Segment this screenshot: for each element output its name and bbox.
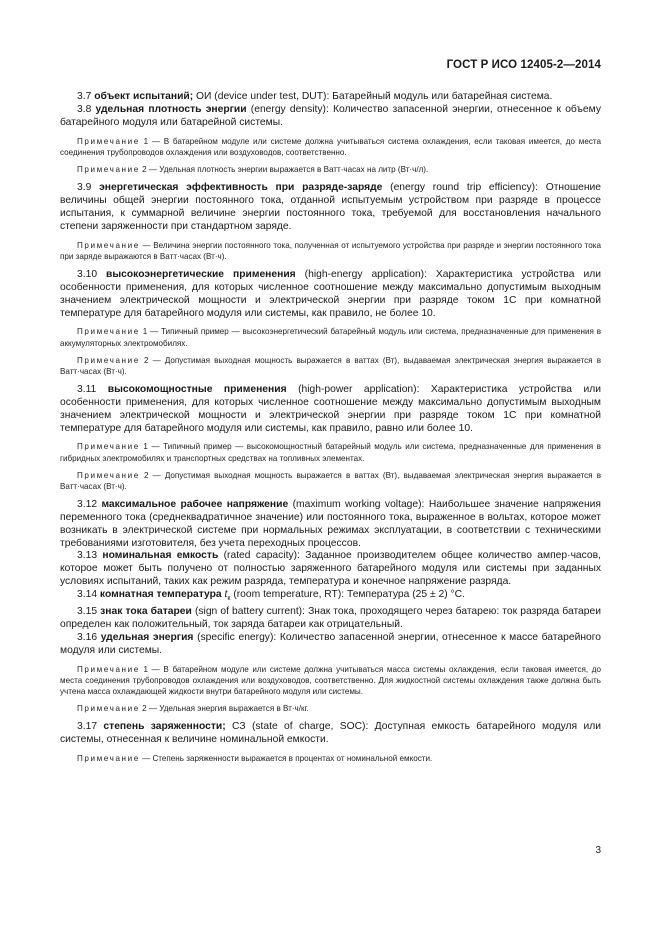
note [60, 326, 601, 348]
term: удельная плотность энергии [95, 103, 247, 115]
section-3-17 [60, 721, 601, 747]
note-text: 1 — Типичный пример — высокоэнергетический батарейный модуль или система, предназначенные для применения в аккумуляторных электромобилях. [60, 327, 601, 348]
note-label: Примечание [77, 164, 140, 174]
note-label: Примечание [77, 442, 140, 452]
note [60, 753, 601, 764]
note-text: 1 — Типичный пример — высокомощностный батарейный модуль или система, предназначенные для применения в гибридных электромобилях и транспортных средствах на топливных элементах. [60, 442, 601, 463]
section-3-10 [60, 269, 601, 321]
definition: (room temperature, RT): Температура (25 ± 2) °С. [230, 589, 465, 601]
section-3-16 [60, 632, 601, 658]
section-3-15 [60, 606, 601, 632]
note-label: Примечание [77, 704, 140, 714]
definition: (energy density): Количество запасенной энергии, отнесенное к объему батарейного модуля или батарейной системы. [60, 103, 601, 128]
definition: (specific energy): Количество запасенной энергии, отнесенное к массе батарейного модуля или системы. [60, 631, 601, 656]
symbol-subscript: к [227, 595, 231, 603]
term: степень заряженности; [103, 721, 226, 733]
section-3-8 [60, 104, 601, 130]
definition: (high-power application): Характеристика устройства или особенности применения, для которых численное соотношение между максимально допустимым выходным значением электрической мощности и электрической энергии при разряде током 1С при комнатной температуре для батарейного модуля или системы, как правило, равно или более 10. [60, 383, 601, 434]
term: объект испытаний; [94, 91, 194, 102]
section-number: 3.13 [77, 550, 98, 562]
definition: СЗ (state of charge, SOC): Доступная емкость батарейного модуля или системы, отнесенная к величине номинальной емкости. [60, 721, 601, 746]
note-text: 2 — Допустимая выходная мощность выражается в ваттах (Вт), выдаваемая электрическая энергия выражается в Ватт·часах (Вт·ч). [60, 355, 601, 376]
section-number: 3.7 [77, 91, 92, 102]
note-label: Примечание [77, 327, 140, 337]
section-number: 3.10 [77, 268, 98, 280]
section-3-13 [60, 550, 601, 589]
note [60, 164, 601, 175]
note-label: Примечание [77, 753, 140, 763]
section-number: 3.8 [77, 103, 92, 115]
term: высокомощностные применения [107, 383, 287, 395]
section-number: 3.16 [77, 631, 98, 643]
note [60, 441, 601, 463]
symbol: t [224, 589, 228, 601]
note-label: Примечание [77, 240, 140, 250]
note [60, 355, 601, 377]
section-number: 3.12 [77, 498, 98, 510]
term: номинальная емкость [102, 550, 219, 562]
term: комнатная температура [99, 589, 222, 601]
note [60, 470, 601, 492]
section-3-7 [60, 91, 601, 104]
definition: (sign of battery current): Знак тока, проходящего через батарею: ток разряда батареи определен как положительный, ток заряда батареи как отрицательный. [60, 606, 601, 631]
section-3-14 [60, 589, 601, 606]
note [60, 703, 601, 714]
section-3-9 [60, 182, 601, 234]
term: высокоэнергетические применения [106, 268, 296, 280]
note-text: 2 — Удельная плотность энергии выражается в Ватт·часах на литр (Вт·ч/л). [139, 164, 429, 174]
definition: (rated capacity): Заданное производителем общее количество ампер·часов, которое может быть получено от полностью заряженного батарейного модуля или системы при заданных условиях испытаний, таких как режим разряда, температура и конечное напряжение разряда. [60, 550, 601, 588]
note-label: Примечание [77, 470, 140, 480]
section-3-12 [60, 499, 601, 551]
note-text: 1 — В батарейном модуле или системе должна учитываться масса системы охлаждения, если таковая имеется, до места соединения трубопроводов охлаждения или воздуховодов, соответственно. Для жидкостной системы охлаждения также должна быть учтена масса охлаждающей жидкости внутри батарейного модуля или системы. [60, 664, 601, 696]
note-text: 2 — Допустимая выходная мощность выражается в ваттах (Вт), выдаваемая электрическая энергия выражается в Ватт·часах (Вт·ч). [60, 470, 601, 491]
section-3-11 [60, 384, 601, 436]
note [60, 136, 601, 158]
definition: (energy round trip efficiency): Отношение величины общей энергии постоянного тока, отданной испытуемым устройством при разряде в процессе испытания, к суммарной величине энергии постоянного тока, требуемой для восстановления начального степени заряженности при стандартном заряде. [60, 182, 601, 232]
section-number: 3.11 [77, 383, 97, 395]
definition: (maximum working voltage): Наибольшее значение напряжения переменного тока (среднеквадратичное значение) или постоянного тока, выраженное в вольтах, которое может возникать в электрической системе при нормальных режимах эксплуатации, в соответствии с техническими требованиями изготовителя, без учета переходных процессов. [60, 498, 601, 549]
page-number: 3 [595, 845, 601, 856]
note [60, 664, 601, 697]
note [60, 240, 601, 262]
term: знак тока батареи [100, 606, 192, 618]
definition: ОИ (device under test, DUT): Батарейный модуль или батарейная система. [193, 91, 553, 102]
note-text: — Величина энергии постоянного тока, полученная от испытуемого устройства при разряде и энергии постоянного тока при заряде выражаются в Ватт·часах (Вт·ч). [60, 240, 601, 261]
section-number: 3.17 [77, 721, 98, 733]
note-text: — Степень заряженности выражается в процентах от номинальной емкости. [139, 753, 433, 763]
term: максимальное рабочее напряжение [101, 498, 289, 510]
note-text: 1 — В батарейном модуле или системе должна учитываться система охлаждения, если таковая имеется, до места соединения трубопроводов охлаждения или воздуховодов, соответственно. [60, 136, 601, 157]
section-number: 3.9 [77, 182, 92, 193]
note-label: Примечание [77, 355, 140, 365]
note-label: Примечание [77, 136, 140, 146]
note-text: 2 — Удельная энергия выражается в Вт·ч/кг. [139, 704, 309, 714]
document-code: ГОСТ Р ИСО 12405-2—2014 [446, 59, 601, 71]
note-label: Примечание [77, 664, 140, 674]
term: удельная энергия [100, 631, 194, 643]
definition: (high-energy application): Характеристика устройства или особенности применения, для которых численное соотношение между максимально допустимым выходным значением электрической мощности и электрической энергии при разряде током 1С при комнатной температуре для батарейного модуля или системы, как правило, не более 10. [60, 268, 601, 319]
page-body [60, 91, 601, 764]
section-number: 3.15 [77, 606, 98, 618]
term: энергетическая эффективность при разряде-заряде [99, 182, 383, 193]
section-number: 3.14 [77, 589, 98, 601]
